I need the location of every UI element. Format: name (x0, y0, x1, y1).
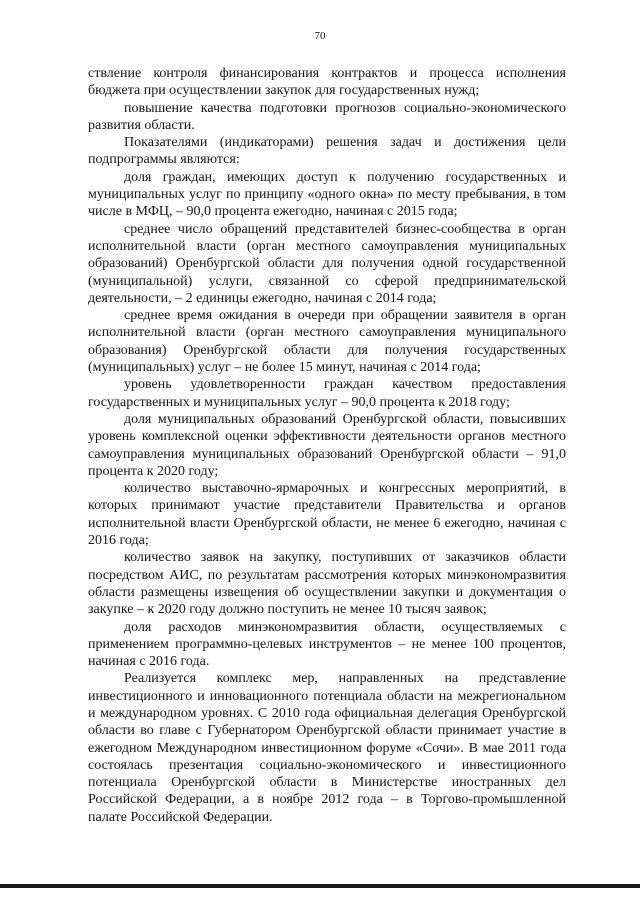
bottom-divider (0, 884, 640, 888)
paragraph: Реализуется комплекс мер, направленных на представление инвестиционного и инновационного потенциала области на межрегиональном и международном уровнях. С 2010 года официальная делегация Оренбургской области во главе с Губернатором Оренбургской области принимает участие в ежегодном Международном инвестиционном форуме «Сочи». В мае 2011 года состоялась презентация социально-экономического и инвестиционного потенциала Оренбургской области в Министерстве иностранных дел Российской Федерации, а в ноябре 2012 года – в Торгово-промышленной палате Российской Федерации. (88, 671, 566, 825)
paragraph: доля муниципальных образований Оренбургской области, повысивших уровень комплексной оценки эффективности деятельности органов местного самоуправления муниципальных образований Оренбургской области – 91,0 процента к 2020 году; (88, 411, 566, 479)
paragraph: количество заявок на закупку, поступивших от заказчиков области посредством АИС, по результатам рассмотрения которых минэкономразвития области размещены извещения об осуществлении закупки и документация о закупке – к 2020 году должно поступить не менее 10 тысяч заявок; (88, 550, 566, 618)
paragraph: доля граждан, имеющих доступ к получению государственных и муниципальных услуг по принципу «одного окна» по месту пребывания, в том числе в МФЦ, – 90,0 процента ежегодно, начиная с 2015 года; (88, 169, 566, 220)
paragraph: среднее число обращений представителей бизнес-сообщества в орган исполнительной власти (орган местного самоуправления муниципальных образований) Оренбургской области для получения одной государственной (муниципальной) услуги, связанной со сферой предпринимательской деятельности, – 2 единицы ежегодно, начиная с 2014 года; (88, 221, 566, 306)
paragraph: количество выставочно-ярмарочных и конгрессных мероприятий, в которых принимают участие представители Правительства и органов исполнительной власти Оренбургской области, не менее 6 ежегодно, начиная с 2016 года; (88, 481, 566, 549)
page-number: 70 (314, 30, 326, 42)
paragraph: среднее время ожидания в очереди при обращении заявителя в орган исполнительной власти (орган местного самоуправления муниципального образования) Оренбургской области для получения государственных (муниципальных) услуг – не более 15 минут, начиная с 2014 года; (88, 308, 566, 376)
paragraph: Показателями (индикаторами) решения задач и достижения цели подпрограммы являются: (88, 135, 566, 168)
paragraph-continuation: ствление контроля финансирования контрактов и процесса исполнения бюджета при осуществлении закупок для государственных нужд; (88, 66, 566, 99)
paragraph: уровень удовлетворенности граждан качеством предоставления государственных и муниципальных услуг – 90,0 процента к 2018 году; (88, 377, 566, 410)
paragraph: доля расходов минэкономразвития области, осуществляемых с применением программно-целевых инструментов – не менее 100 процентов, начиная с 2016 года. (88, 619, 566, 670)
document-body (88, 65, 566, 826)
paragraph: повышение качества подготовки прогнозов социально-экономического развития области. (88, 100, 566, 133)
